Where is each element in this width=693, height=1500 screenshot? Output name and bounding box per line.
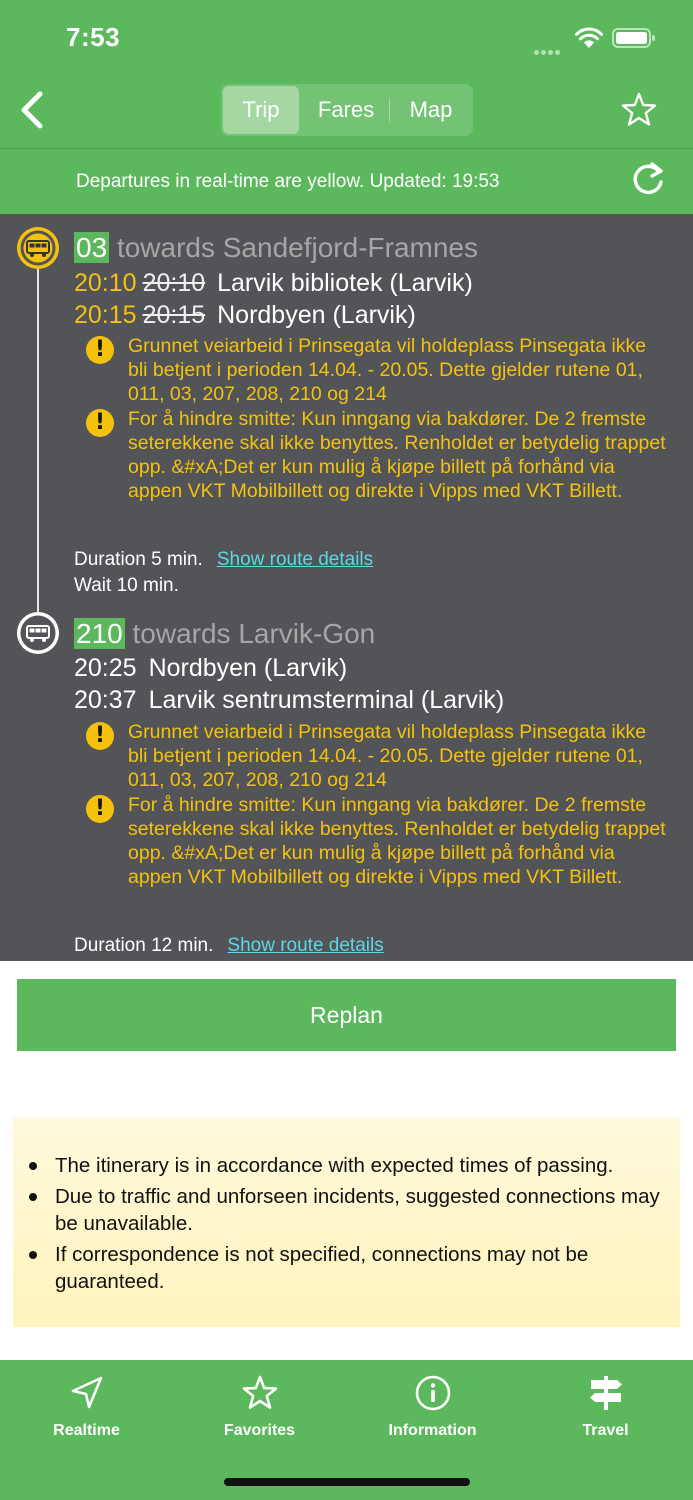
scheduled-time: 20:10 xyxy=(142,269,206,297)
itinerary-disclaimer xyxy=(13,1118,680,1327)
replan-button[interactable]: Replan xyxy=(17,979,676,1051)
warning-text: Grunnet veiarbeid i Prinsegata vil holdeplass Pinsegata ikke bli betjent i perioden 14.04. - 20.05. Dette gjelder rutene 01, 011, 03, 207, 208, 210 og 214 xyxy=(128,335,647,405)
line-badge: 03 xyxy=(76,232,108,263)
show-route-details-link[interactable]: Show route details xyxy=(216,549,374,570)
realtime-info-bar xyxy=(0,148,693,214)
wifi-icon xyxy=(574,26,604,50)
back-chevron-icon[interactable] xyxy=(14,90,54,130)
refresh-icon[interactable] xyxy=(628,160,668,200)
warning-text: For å hindre smitte: Kun inngang via bakdører. De 2 fremste seterekkene skal ikke benyttes. Renholdet er betydelig trappet opp. &#xA;Det er kun mulig å kjøpe billett på forhånd via appen VKT Mobilbillett og direkte i Vipps med VKT Billett. xyxy=(128,794,666,888)
bus-icon xyxy=(17,227,59,269)
favorite-star-icon[interactable] xyxy=(620,91,658,129)
warning-text: Grunnet veiarbeid i Prinsegata vil holdeplass Pinsegata ikke bli betjent i perioden 14.04. - 20.05. Dette gjelder rutene 01, 011, 03, 207, 208, 210 og 214 xyxy=(128,721,647,791)
warning-icon: ! xyxy=(86,795,114,823)
trip-timeline xyxy=(37,266,39,620)
leg-duration xyxy=(74,549,373,571)
duration-text: Duration 12 min. xyxy=(74,935,214,956)
warning-icon: ! xyxy=(86,336,114,364)
tab-label: Favorites xyxy=(223,1422,296,1439)
star-icon xyxy=(241,1374,279,1412)
stop-row xyxy=(74,269,473,298)
arrival-time: 20:37 xyxy=(74,686,137,714)
status-time: 7:53 xyxy=(66,22,121,52)
bus-icon xyxy=(17,612,59,654)
warning-icon: ! xyxy=(86,409,114,437)
stop-name: Nordbyen (Larvik) xyxy=(148,654,348,682)
navigation-arrow-icon xyxy=(68,1374,106,1412)
duration-text: Duration 5 min. xyxy=(74,549,203,570)
battery-icon xyxy=(612,28,656,48)
departure-time: 20:25 xyxy=(74,654,137,682)
disclaimer-item: Due to traffic and unforseen incidents, suggested connections may be unavailable. xyxy=(55,1185,660,1235)
realtime-time: 20:15 xyxy=(74,301,137,329)
header xyxy=(0,0,693,148)
tab-travel[interactable] xyxy=(519,1360,692,1460)
stop-name: Larvik bibliotek (Larvik) xyxy=(217,269,473,297)
leg-2-title xyxy=(74,618,375,650)
stop-row xyxy=(74,301,416,330)
segment-divider xyxy=(389,98,390,122)
tab-trip[interactable]: Trip xyxy=(223,86,299,134)
bullet xyxy=(29,1162,37,1170)
tab-fares[interactable]: Fares xyxy=(317,97,375,122)
bullet xyxy=(29,1251,37,1259)
disclaimer-item: If correspondence is not specified, connections may not be guaranteed. xyxy=(55,1243,589,1293)
stop-row xyxy=(74,686,504,715)
stop-name: Larvik sentrumsterminal (Larvik) xyxy=(148,686,505,714)
stop-name: Nordbyen (Larvik) xyxy=(217,301,416,329)
cellular-signal-icon xyxy=(534,42,566,48)
tab-map[interactable]: Map xyxy=(409,97,453,122)
info-icon xyxy=(414,1374,452,1412)
leg-duration xyxy=(74,935,384,957)
line-direction: towards Larvik-Gon xyxy=(132,618,376,649)
line-direction: towards Sandefjord-Framnes xyxy=(116,232,478,263)
realtime-time: 20:10 xyxy=(74,269,137,297)
tab-label: Information xyxy=(388,1422,477,1439)
wait-time: Wait 10 min. xyxy=(74,575,179,596)
line-badge: 210 xyxy=(76,618,123,649)
signpost-icon xyxy=(587,1374,625,1412)
disclaimer-item: The itinerary is in accordance with expected times of passing. xyxy=(55,1154,614,1177)
bullet xyxy=(29,1193,37,1201)
home-indicator xyxy=(224,1478,470,1486)
realtime-info-text: Departures in real-time are yellow. Updated: 19:53 xyxy=(76,171,500,192)
tab-label: Travel xyxy=(582,1422,629,1439)
view-segmented-control xyxy=(221,84,473,136)
tab-favorites[interactable] xyxy=(173,1360,346,1460)
warning-icon: ! xyxy=(86,722,114,750)
show-route-details-link[interactable]: Show route details xyxy=(227,935,384,956)
tab-information[interactable] xyxy=(346,1360,519,1460)
leg-1-title xyxy=(74,232,478,264)
warning-text: For å hindre smitte: Kun inngang via bakdører. De 2 fremste seterekkene skal ikke benyttes. Renholdet er betydelig trappet opp. &#xA;Det er kun mulig å kjøpe billett på forhånd via appen VKT Mobilbillett og direkte i Vipps med VKT Billett. xyxy=(128,408,666,502)
trip-itinerary xyxy=(0,214,693,961)
tab-label: Realtime xyxy=(53,1422,120,1439)
scheduled-time: 20:15 xyxy=(142,301,206,329)
stop-row xyxy=(74,654,347,683)
tab-realtime[interactable] xyxy=(0,1360,173,1460)
